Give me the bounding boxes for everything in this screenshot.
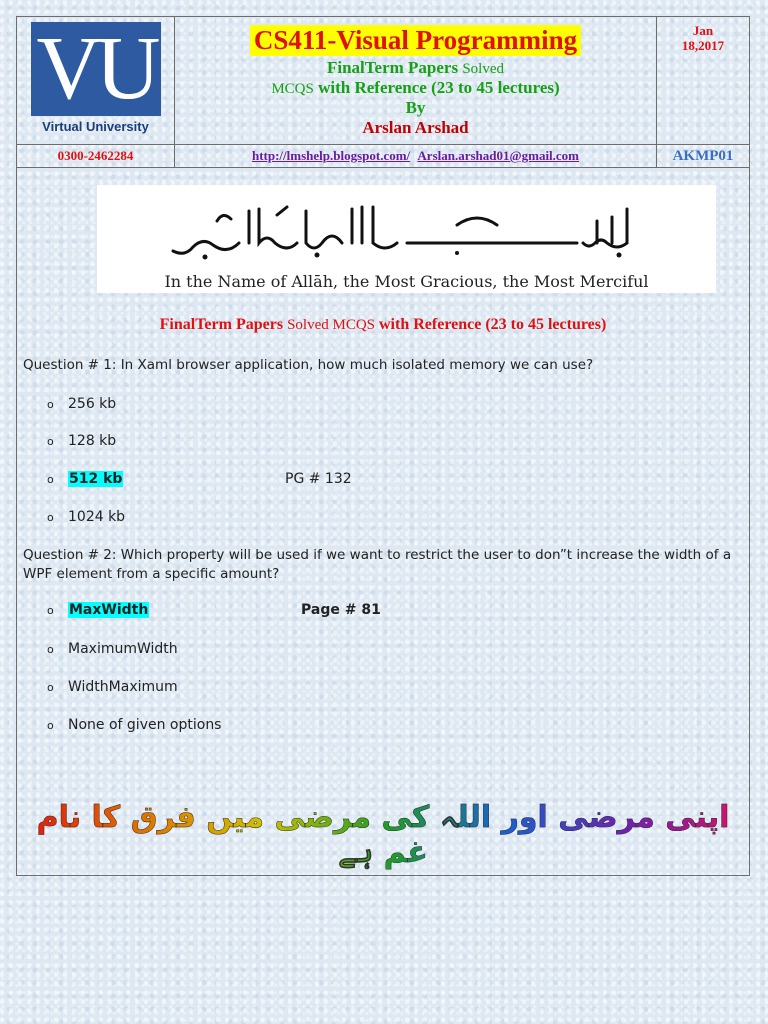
vu-logo-mark — [31, 22, 161, 116]
subtitle-finalterm: FinalTerm Papers — [326, 58, 459, 77]
urdu-quote: اپنی مرضی اور اللہ کی مرضی میں فرق کا نام غم ہے — [16, 800, 750, 870]
question-1-option-4 — [47, 509, 125, 525]
subtitle-line-2 — [175, 78, 656, 98]
question-2-option-1 — [47, 602, 381, 618]
date-month: Jan — [692, 23, 714, 38]
bismillah-banner — [97, 185, 716, 293]
email-link[interactable]: Arslan.arshad01@gmail.com — [417, 148, 580, 163]
option-label: 1024 kb — [68, 509, 126, 525]
subtitle-line-1 — [175, 58, 656, 78]
section-heading-solved: Solved MCQS — [287, 317, 375, 333]
option-label: None of given options — [68, 717, 222, 733]
subtitle-solved: Solved — [462, 61, 505, 77]
section-heading — [16, 316, 750, 334]
vu-logo — [31, 22, 161, 140]
by-label: By — [405, 98, 426, 117]
option-label: MaximumWidth — [68, 641, 178, 657]
course-title: CS411-Visual Programming — [250, 25, 581, 56]
bullet-icon: o — [47, 473, 54, 486]
bullet-icon: o — [47, 604, 54, 617]
question-1-option-1 — [47, 396, 116, 412]
links-cell — [175, 145, 657, 168]
correct-answer-highlight: MaxWidth — [69, 602, 149, 618]
question-2: Question # 2: Which property will be used if we want to restrict the user to don”t increase the width of a WPF element from a specific amount? — [23, 547, 732, 582]
question-1-page-reference: PG # 132 — [285, 471, 352, 487]
bullet-icon: o — [47, 435, 54, 448]
bullet-icon: o — [47, 511, 54, 524]
bullet-icon: o — [47, 719, 54, 732]
subtitle-mcqs: MCQS — [271, 81, 314, 97]
option-label: 128 kb — [68, 433, 117, 449]
question-1-option-2 — [47, 433, 116, 449]
subtitle-reference: with Reference (23 to 45 lectures) — [318, 78, 560, 97]
question-1: Question # 1: In Xaml browser application, how much isolated memory we can use? — [23, 357, 594, 373]
question-2-option-4 — [47, 717, 221, 733]
option-label: WidthMaximum — [68, 679, 178, 695]
vu-logo-caption: Virtual University — [42, 118, 149, 134]
bullet-icon: o — [47, 398, 54, 411]
question-2-page-reference: Page # 81 — [301, 602, 381, 618]
option-label: 256 kb — [68, 396, 117, 412]
header-table — [16, 16, 750, 168]
author-name: Arslan Arshad — [362, 118, 469, 137]
blog-link[interactable]: http://lmshelp.blogspot.com/ — [251, 148, 411, 163]
date-day-year: 18,2017 — [681, 38, 725, 53]
correct-answer-highlight: 512 kb — [69, 471, 123, 487]
bismillah-calligraphy-icon — [157, 195, 657, 267]
phone-number: 0300-2462284 — [17, 145, 175, 168]
document-code: AKMP01 — [657, 145, 750, 168]
title-cell — [175, 17, 657, 145]
section-heading-reference: with Reference (23 to 45 lectures) — [379, 316, 607, 333]
bismillah-translation: In the Name of Allāh, the Most Gracious, the Most Merciful — [164, 272, 649, 291]
date-cell — [657, 17, 750, 145]
bullet-icon: o — [47, 643, 54, 656]
question-2-option-2 — [47, 641, 178, 657]
vu-logo-letters: VU — [36, 21, 155, 116]
section-heading-finalterm: FinalTerm Papers — [159, 316, 284, 333]
question-2-option-3 — [47, 679, 178, 695]
logo-cell — [17, 17, 175, 145]
bullet-icon: o — [47, 681, 54, 694]
question-1-option-3 — [47, 471, 352, 487]
